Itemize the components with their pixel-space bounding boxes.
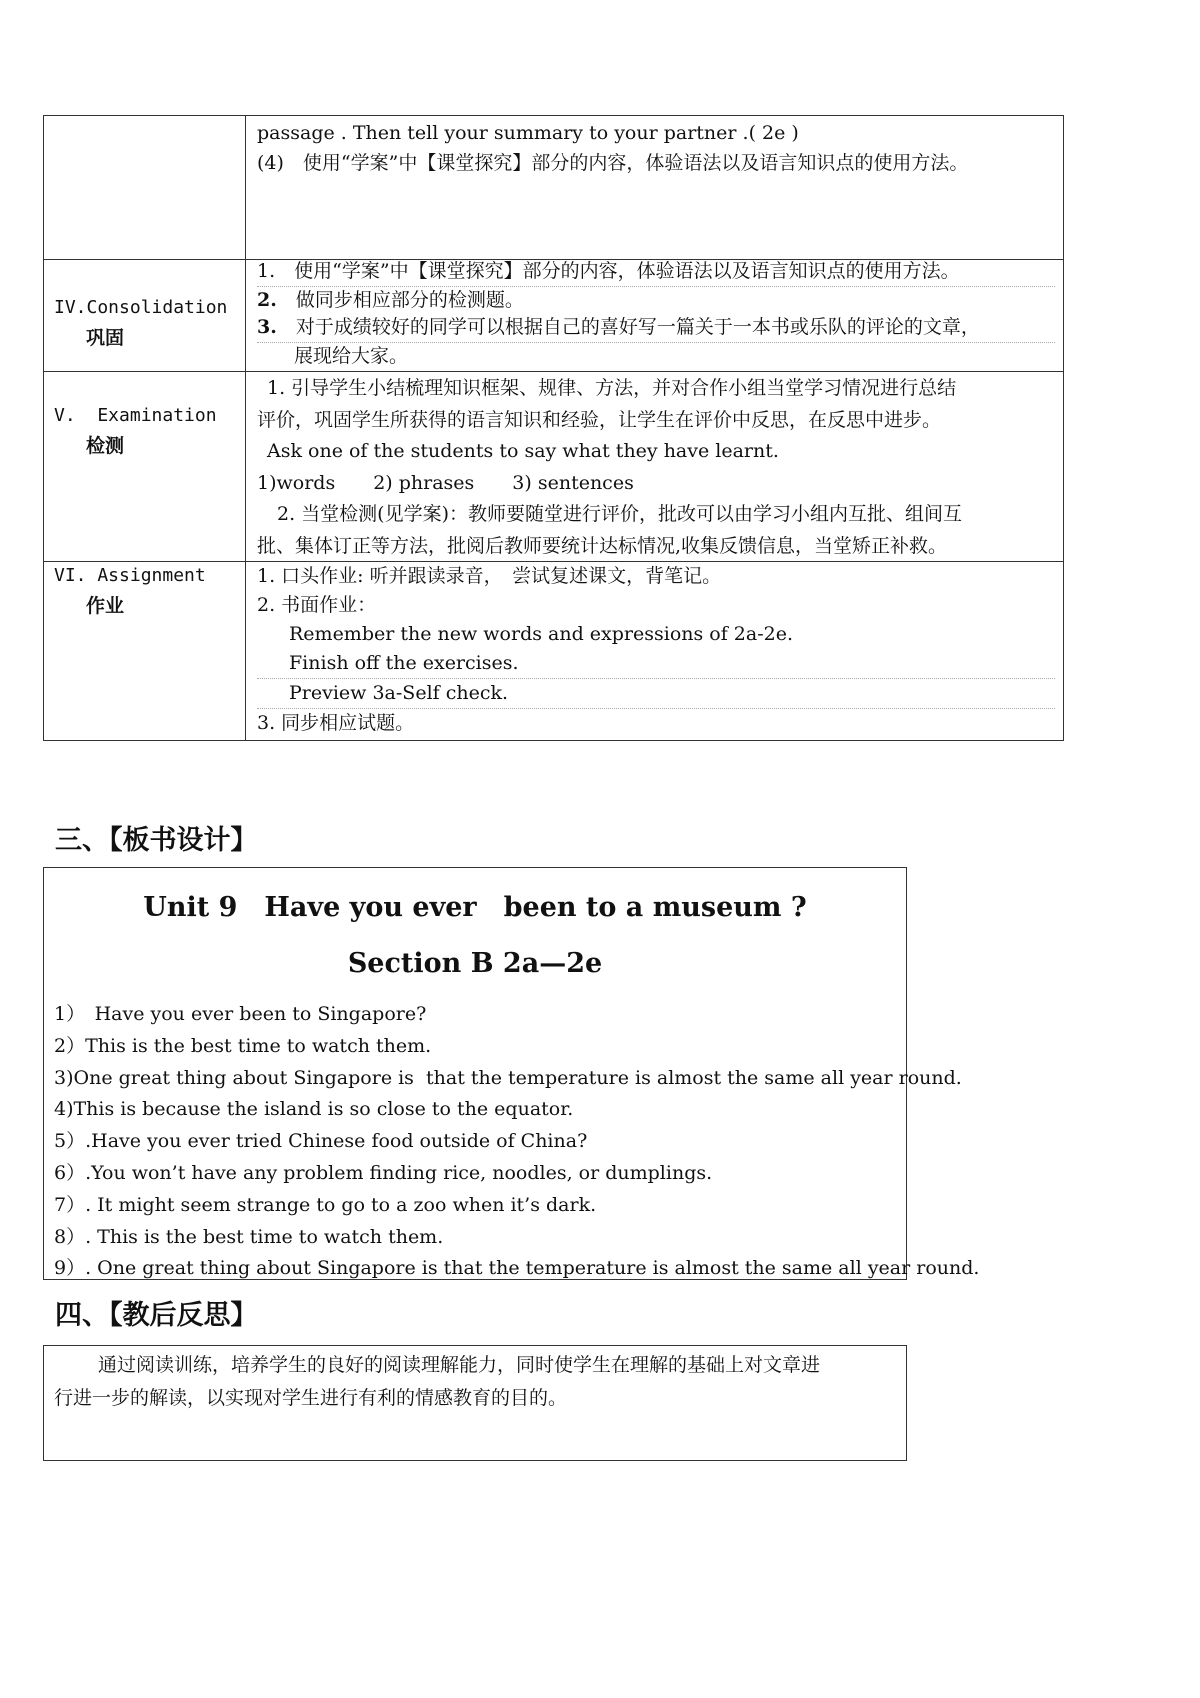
assignment-cell [257, 562, 1055, 738]
examination-label-cn: 检测 [86, 435, 125, 457]
board-item-3: 3)One great thing about Singapore is that the temperature is almost the same all year round. [54, 1066, 962, 1089]
board-item-2: 2）This is the best time to watch them. [54, 1034, 432, 1057]
consolidation-cell [257, 258, 1055, 370]
consolidation-item-1-num: 1. [257, 260, 276, 282]
board-item-1: 1） Have you ever been to Singapore? [54, 1003, 427, 1025]
continued-line-2: (4) 使用“学案”中【课堂探究】部分的内容，体验语法以及语言知识点的使用方法。 [257, 152, 969, 174]
board-item-5: 5）.Have you ever tried Chinese food outside of China? [54, 1130, 588, 1153]
consolidation-item-3-text: 对于成绩较好的同学可以根据自己的喜好写一篇关于一本书或乐队的评论的文章， [295, 316, 980, 338]
assignment-line-2: 2. 书面作业： [257, 594, 377, 616]
assignment-line-1: 1. 口头作业: 听并跟读录音， 尝试复述课文，背笔记。 [257, 565, 722, 587]
board-subtitle: Section B 2a—2e [347, 948, 603, 979]
reflection-text [54, 1349, 898, 1415]
reflection-box [43, 1345, 907, 1461]
assignment-label [54, 560, 206, 622]
board-item-8: 8）. This is the best time to watch them. [54, 1225, 444, 1248]
examination-line-3: Ask one of the students to say what they have learnt. [267, 440, 779, 462]
assignment-line-5: Preview 3a-Self check. [257, 679, 1055, 709]
consolidation-item-1 [257, 258, 1055, 287]
consolidation-item-1-text: 使用“学案”中【课堂探究】部分的内容，体验语法以及语言知识点的使用方法。 [294, 260, 960, 282]
row-assignment [44, 561, 1063, 742]
board-item-9: 9）. One great thing about Singapore is that the temperature is almost the same all year round. [54, 1257, 980, 1280]
board-design-box [43, 867, 980, 1280]
consolidation-item-2 [257, 287, 1055, 315]
board-item-6: 6）.You won’t have any problem finding rice, noodles, or dumplings. [54, 1161, 713, 1184]
board-title: Unit 9 Have you ever been to a museum ? [143, 892, 807, 923]
consolidation-label-en: IV.Consolidation [54, 297, 228, 318]
board-item-4: 4)This is because the island is so close to the equator. [54, 1098, 574, 1121]
examination-line-5: 2. 当堂检测(见学案)：教师要随堂进行评价，批改可以由学习小组内互批、组间互 [277, 503, 962, 525]
consolidation-item-2-num: 2. [257, 288, 277, 311]
assignment-line-4: Finish off the exercises. [257, 649, 1055, 679]
examination-line-6: 批、集体订正等方法，批阅后教师要统计达标情况,收集反馈信息，当堂矫正补救。 [257, 534, 948, 557]
examination-label-en: V. Examination [54, 405, 217, 426]
teaching-steps-table [43, 115, 1064, 741]
examination-cell [257, 373, 1055, 562]
reflection-line-2: 行进一步的解读，以实现对学生进行有利的情感教育的目的。 [54, 1387, 568, 1409]
reflection-line-1: 通过阅读训练，培养学生的良好的阅读理解能力，同时使学生在理解的基础上对文章进 [98, 1354, 821, 1376]
continued-cell [257, 118, 1055, 178]
assignment-label-cn: 作业 [86, 595, 125, 617]
examination-line-4: 1)words 2) phrases 3) sentences [257, 471, 634, 494]
consolidation-item-4 [257, 343, 1055, 371]
section3-heading: 三、【板书设计】 [55, 825, 258, 856]
assignment-label-en: VI. Assignment [54, 565, 206, 586]
continued-line-1: passage . Then tell your summary to your partner .( 2e ) [257, 122, 799, 144]
examination-label [54, 400, 217, 462]
consolidation-item-3-num: 3. [257, 316, 277, 338]
assignment-line-3: Remember the new words and expressions of 2a-2e. [289, 623, 794, 645]
examination-line-2: 评价，巩固学生所获得的语言知识和经验，让学生在评价中反思，在反思中进步。 [257, 408, 942, 431]
section4-heading: 四、【教后反思】 [55, 1300, 258, 1331]
consolidation-item-4-text: 展现给大家。 [294, 344, 409, 367]
consolidation-label [54, 292, 227, 354]
examination-line-1: 1. 引导学生小结梳理知识框架、规律、方法，并对合作小组当堂学习情况进行总结 [267, 377, 957, 399]
row-examination [44, 371, 1063, 561]
consolidation-label-cn: 巩固 [86, 327, 125, 349]
assignment-line-6: 3. 同步相应试题。 [257, 712, 415, 734]
board-items-list [54, 999, 979, 1285]
consolidation-item-3 [257, 314, 1055, 343]
consolidation-item-2-text: 做同步相应部分的检测题。 [295, 288, 524, 311]
row-consolidation [44, 259, 1063, 371]
board-item-7: 7）. It might seem strange to go to a zoo when it’s dark. [54, 1193, 597, 1216]
row-continued [44, 116, 1063, 259]
